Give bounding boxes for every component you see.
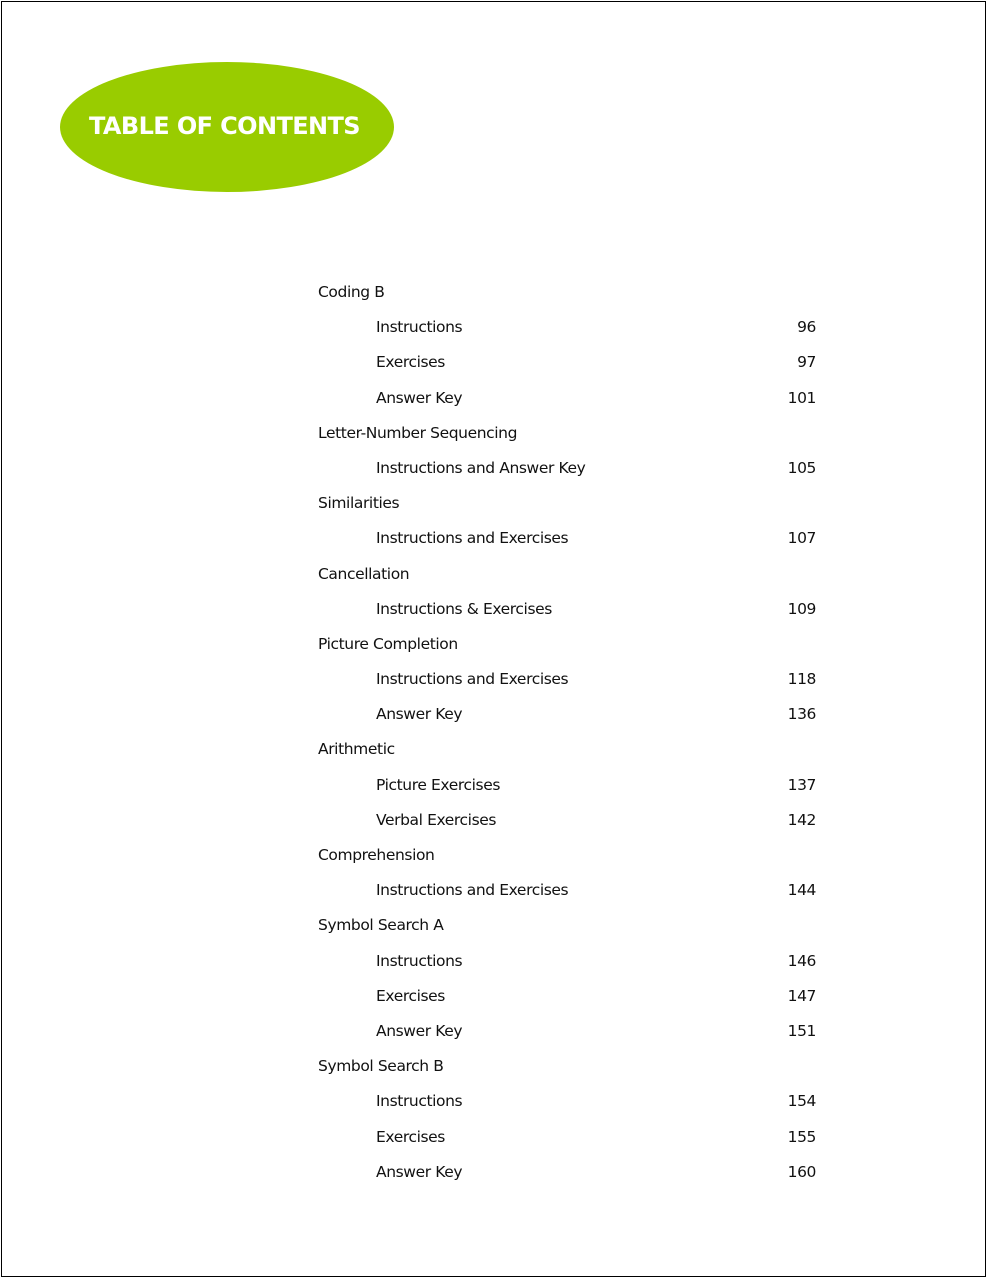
toc-entry-label: Instructions (376, 318, 463, 337)
toc-page-number: 137 (787, 775, 816, 794)
toc-page-number: 96 (797, 318, 816, 337)
toc-page-number: 109 (787, 599, 816, 618)
toc-page-number: 118 (787, 670, 816, 689)
toc-entry (318, 768, 818, 803)
toc-page-number: 146 (787, 951, 816, 970)
toc-page-number: 147 (787, 986, 816, 1005)
toc-entry (318, 381, 818, 416)
toc-entry (318, 1120, 818, 1155)
toc-entry (318, 873, 818, 908)
toc-page-number: 97 (797, 353, 816, 372)
toc-entry-label: Answer Key (376, 1162, 463, 1181)
toc-entry (318, 1155, 818, 1190)
toc-entry-label: Exercises (376, 1127, 445, 1146)
toc-page-number: 151 (787, 1021, 816, 1040)
toc-entry (318, 1014, 818, 1049)
toc-entry-label: Exercises (376, 986, 445, 1005)
toc-entry-label: Exercises (376, 353, 445, 372)
toc-section-label: Symbol Search B (318, 1057, 444, 1076)
toc-section-label: Cancellation (318, 564, 410, 583)
toc-section (318, 627, 818, 662)
toc-page-number: 155 (787, 1127, 816, 1146)
toc-entry (318, 345, 818, 380)
toc-entry-label: Answer Key (376, 705, 463, 724)
toc-entry (318, 310, 818, 345)
toc-entry (318, 979, 818, 1014)
toc-page-number: 101 (787, 388, 816, 407)
toc-section (318, 275, 818, 310)
toc-section-label: Letter-Number Sequencing (318, 423, 518, 442)
toc-entry-label: Instructions and Answer Key (376, 458, 586, 477)
toc-page-number: 142 (787, 810, 816, 829)
toc-section (318, 486, 818, 521)
toc-page-number: 154 (787, 1092, 816, 1111)
toc-section-label: Symbol Search A (318, 916, 444, 935)
toc-section-label: Comprehension (318, 846, 435, 864)
toc-page-number: 105 (787, 458, 816, 477)
toc-entry-label: Answer Key (376, 1021, 463, 1040)
toc-entry-label: Instructions (376, 951, 463, 970)
toc-entry-label: Instructions and Exercises (376, 529, 569, 548)
toc-section (318, 908, 818, 943)
toc-entry (318, 521, 818, 556)
toc-entry (318, 662, 818, 697)
title-oval (60, 62, 394, 192)
toc-entry-label: Picture Exercises (376, 775, 501, 794)
toc-entry-label: Instructions (376, 1092, 463, 1111)
toc-page-number: 160 (787, 1162, 816, 1181)
toc-entry-label: Instructions and Exercises (376, 670, 569, 689)
toc-section-label: Picture Completion (318, 634, 458, 653)
toc-entry (318, 451, 818, 486)
toc-section (318, 416, 818, 451)
toc-entry (318, 697, 818, 732)
toc-entry (318, 592, 818, 627)
toc-entry-label: Verbal Exercises (376, 810, 497, 829)
toc-page-number: 107 (787, 529, 816, 548)
toc-entry (318, 803, 818, 838)
toc-section (318, 1049, 818, 1084)
toc-section-label: Coding B (318, 283, 385, 301)
toc-section-label: Similarities (318, 494, 400, 513)
toc-entry-label: Answer Key (376, 388, 463, 407)
toc-entry-label: Instructions and Exercises (376, 881, 569, 900)
toc-entry (318, 1084, 818, 1119)
page-title: TABLE OF CONTENTS (89, 111, 360, 140)
toc-section-label: Arithmetic (318, 740, 395, 759)
toc-section (318, 557, 818, 592)
toc-page-number: 144 (787, 881, 816, 900)
toc-page-number: 136 (787, 705, 816, 724)
toc-entry (318, 944, 818, 979)
table-of-contents (318, 275, 818, 1190)
toc-section (318, 732, 818, 767)
toc-entry-label: Instructions & Exercises (376, 599, 552, 618)
toc-section (318, 838, 818, 873)
